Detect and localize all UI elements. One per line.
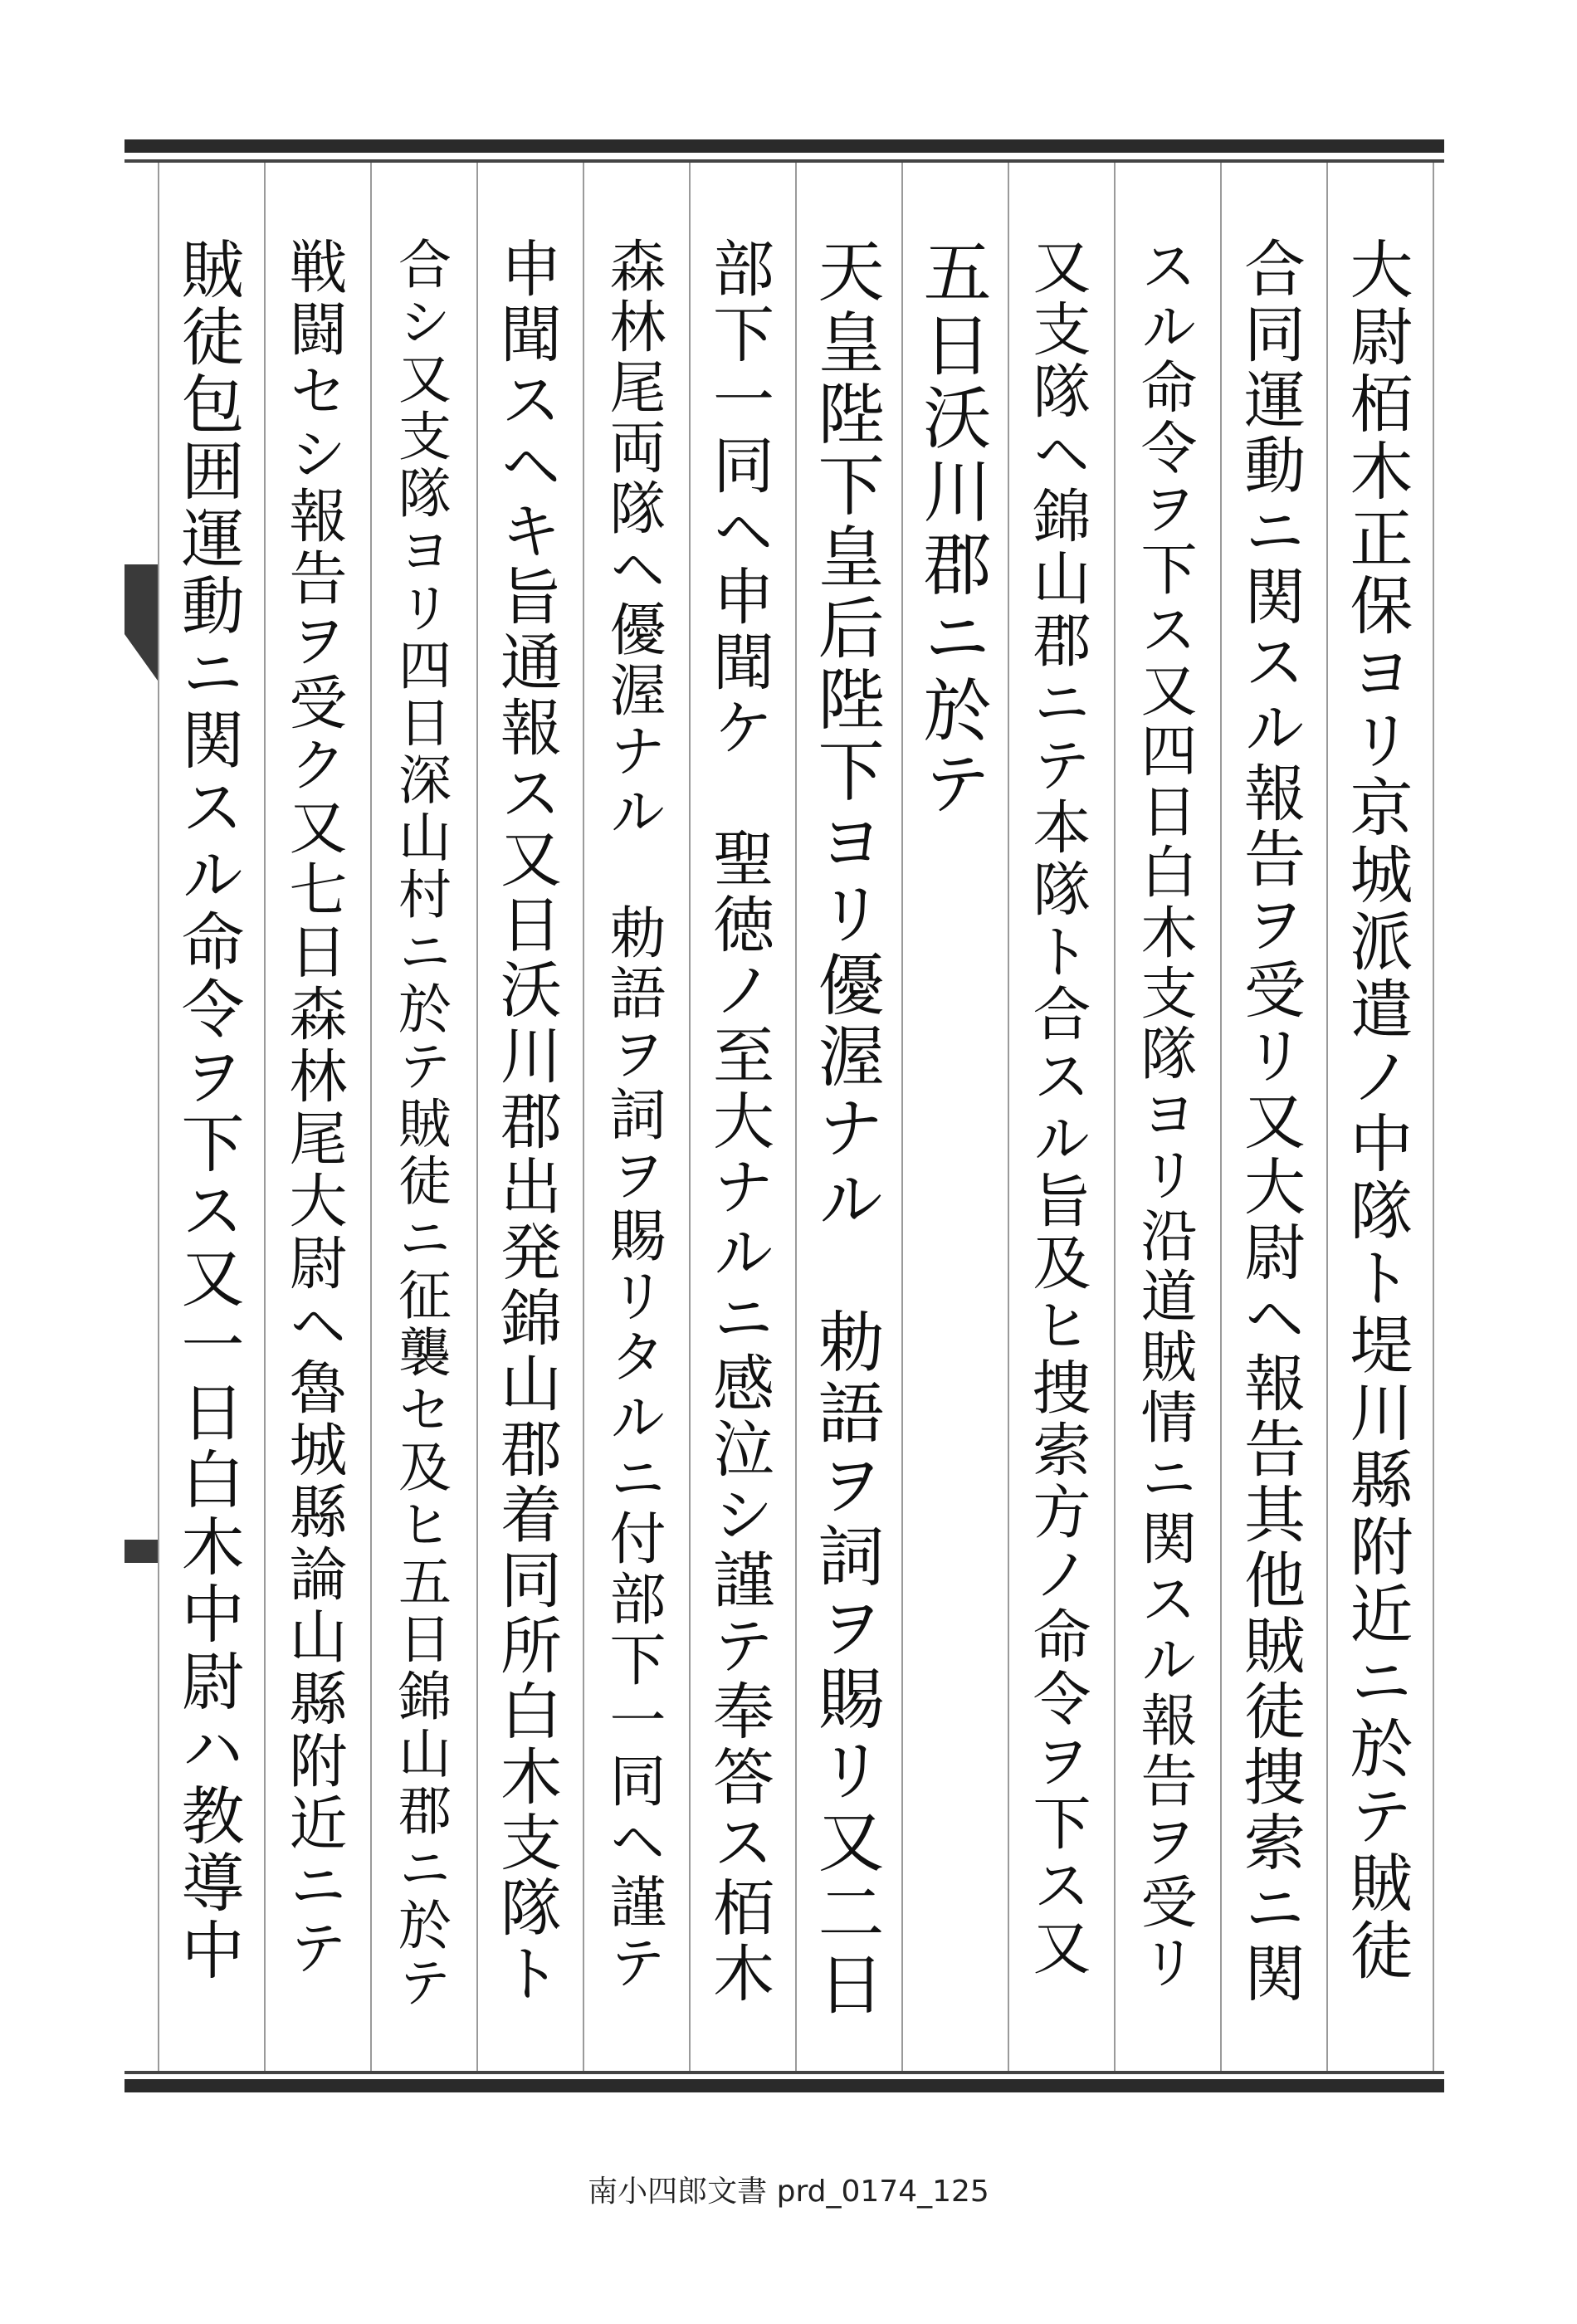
manuscript-column-9: 申聞スヘキ旨通報ス又日沃川郡出発錦山郡着同所白木支隊ト [491, 237, 562, 2007]
manuscript-column-2: 合同運動ニ関スル報告ヲ受リ又大尉ヘ報告其他賊徒捜索ニ関 [1234, 237, 1306, 2007]
document-caption: 南小四郎文書 prd_0174_125 [588, 2175, 989, 2209]
column-divider [901, 163, 903, 2071]
manuscript-column-5: 五日沃川郡ニ於テ [912, 237, 991, 821]
column-divider [583, 163, 584, 2071]
column-divider [1326, 163, 1328, 2071]
top-border-inner-rule [124, 159, 1444, 163]
column-divider [370, 163, 372, 2071]
column-divider [1433, 163, 1434, 2071]
manuscript-column-11: 戦闘セシ報告ヲ受ク又七日森林尾大尉ヘ魯城縣論山縣附近ニテ [280, 237, 348, 1980]
manuscript-column-7: 部下一同ヘ申聞ケ 聖徳ノ至大ナルニ感泣シ謹テ奉答ス栢木 [703, 237, 774, 2007]
column-divider [1114, 163, 1116, 2071]
manuscript-column-12: 賊徒包囲運動ニ関スル命令ヲ下ス又一日白木中尉ハ教導中 [171, 237, 245, 1985]
column-divider [689, 163, 691, 2071]
manuscript-column-6: 天皇陛下皇后陛下ヨリ優渥ナル 勅語ヲ詞ヲ賜リ又二日 [807, 237, 884, 2021]
bottom-border-rule [124, 2079, 1444, 2092]
column-divider [1008, 163, 1009, 2071]
top-border-rule [124, 139, 1444, 153]
column-divider [158, 163, 159, 2071]
column-divider [795, 163, 797, 2071]
manuscript-column-4: 又支隊ヘ錦山郡ニテ本隊ト合スル旨及ヒ捜索方ノ命令ヲ下ス又 [1023, 237, 1091, 1980]
binding-tab-mark-small [124, 1540, 158, 1563]
column-divider [264, 163, 266, 2071]
column-divider [476, 163, 478, 2071]
column-divider [1220, 163, 1222, 2071]
bottom-border-inner-rule [124, 2071, 1444, 2074]
manuscript-column-3: スル命令ヲ下ス又四日白木支隊ヨリ沿道賊情ニ関スル報告ヲ受リ [1131, 237, 1197, 1994]
manuscript-column-8: 森林尾両隊ヘ優渥ナル 勅語ヲ詞ヲ賜リタルニ付部下一同ヘ謹テ [600, 237, 666, 1994]
manuscript-column-10: 合シ又支隊ヨリ四日深山村ニ於テ賊徒ニ征襲セ及ヒ五日錦山郡ニ於テ [389, 237, 451, 2012]
manuscript-column-1: 大尉栢木正保ヨリ京城派遣ノ中隊ト堤川縣附近ニ於テ賊徒 [1340, 237, 1413, 1985]
